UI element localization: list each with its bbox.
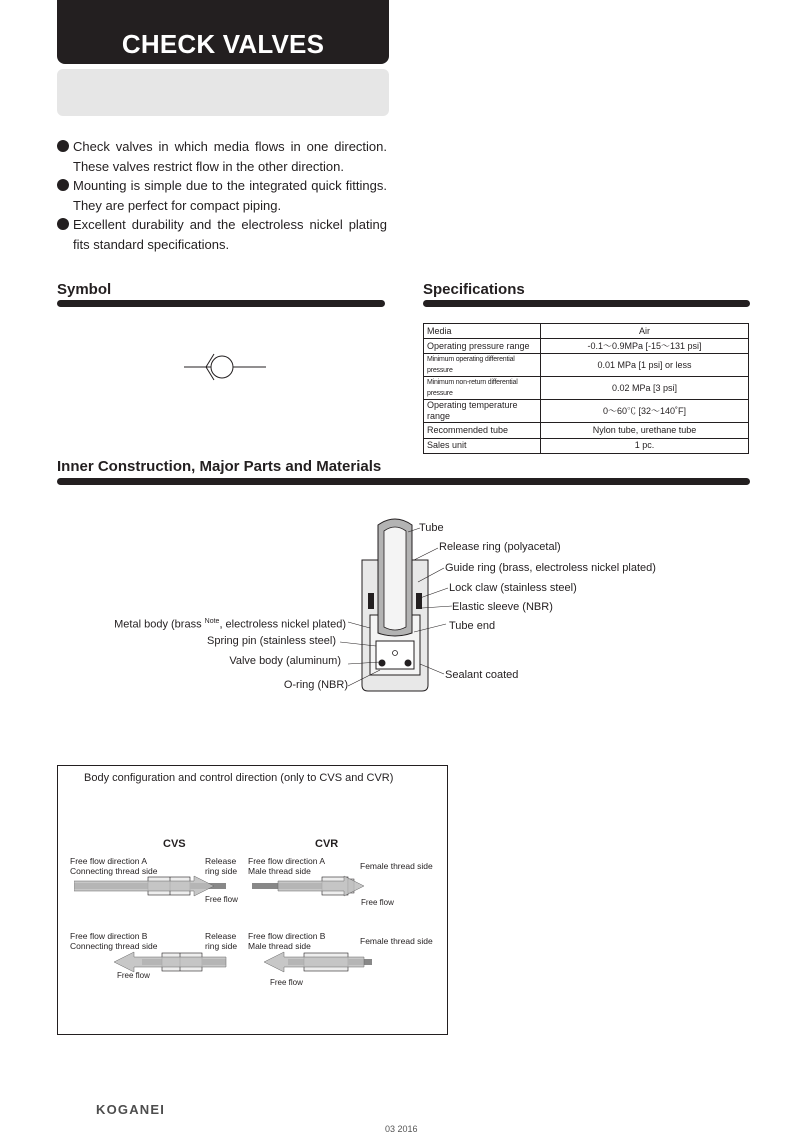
feature-list [57, 137, 387, 254]
check-valve-symbol [180, 350, 270, 384]
cvs-a-direction: Free flow direction A [70, 856, 148, 866]
label-o-ring: O-ring (NBR) [283, 679, 348, 691]
cvr-heading: CVR [315, 838, 339, 850]
cvr-a-side: Male thread side [248, 866, 311, 876]
construction-heading: Inner Construction, Major Parts and Materials [57, 458, 382, 475]
cvr-b-female-side: Female thread side [360, 936, 433, 946]
spec-value: 1 pc. [541, 438, 749, 453]
page-title: CHECK VALVES [121, 29, 325, 59]
print-date: 03 2016 [385, 1124, 418, 1134]
spec-label: Minimum operating differential pressure [424, 354, 541, 377]
spec-value: Nylon tube, urethane tube [541, 423, 749, 438]
specifications-divider [423, 300, 750, 307]
cvr-a-flow-diagram [252, 874, 372, 898]
spec-label: Recommended tube [424, 423, 541, 438]
label-lock-claw: Lock claw (stainless steel) [449, 582, 577, 594]
cvr-a-free-flow: Free flow [361, 898, 394, 907]
spec-value: -0.1～0.9MPa [-15～131 psi] [541, 339, 749, 354]
label-sealant: Sealant coated [445, 669, 519, 681]
label-spring-pin: Spring pin (stainless steel) [206, 635, 336, 647]
cvr-a-direction: Free flow direction A [248, 856, 326, 866]
cvs-a-side: Connecting thread side [70, 866, 158, 876]
label-tube-end: Tube end [449, 620, 496, 632]
spec-label: Operating temperature range [424, 400, 541, 423]
spec-label: Minimum non-return differential pressure [424, 377, 541, 400]
table-row [424, 354, 749, 377]
table-row [424, 324, 749, 339]
cvs-b-free-flow: Free flow [117, 971, 150, 980]
feature-item: Excellent durability and the electroless nickel plating fits standard specifications. [57, 215, 387, 254]
table-row [424, 438, 749, 453]
metal-body-prefix: Metal body (brass [114, 618, 202, 631]
feature-item: Mounting is simple due to the integrated quick fittings. They are perfect for compact piping. [57, 176, 387, 215]
cvs-b-release-1: Release [205, 931, 237, 941]
spec-label: Operating pressure range [424, 339, 541, 354]
title-banner [57, 0, 389, 64]
subtitle-box [57, 69, 389, 116]
cvs-a-release-1: Release [205, 856, 237, 866]
label-elastic-sleeve: Elastic sleeve (NBR) [452, 601, 553, 613]
metal-body-note: Note [204, 618, 220, 625]
cvs-b-side: Connecting thread side [70, 941, 158, 951]
table-row [424, 339, 749, 354]
table-row [424, 377, 749, 400]
spec-label: Sales unit [424, 438, 541, 453]
symbol-divider [57, 300, 385, 307]
cvs-heading: CVS [163, 838, 186, 850]
cvs-b-direction: Free flow direction B [70, 931, 148, 941]
spec-value: 0～60℃ [32～140˚F] [541, 400, 749, 423]
label-guide-ring: Guide ring (brass, electroless nickel plated) [445, 562, 656, 574]
cvr-b-flow-diagram [264, 950, 376, 974]
feature-item: Check valves in which media flows in one direction. These valves restrict flow in the other direction. [57, 137, 387, 176]
spec-value: 0.02 MPa [3 psi] [541, 377, 749, 400]
koganei-logo: KOGANEI [96, 1102, 166, 1117]
cvs-a-release-2: ring side [205, 866, 238, 876]
cvr-b-free-flow: Free flow [270, 978, 303, 987]
cvs-a-free-flow: Free flow [205, 895, 238, 904]
label-valve-body: Valve body (aluminum) [229, 655, 341, 667]
metal-body-suffix: , electroless nickel plated) [219, 618, 346, 631]
table-row [424, 423, 749, 438]
cvr-b-side: Male thread side [248, 941, 311, 951]
spec-label: Media [424, 324, 541, 339]
construction-divider [57, 478, 750, 485]
body-config-title: Body configuration and control direction (only to CVS and CVR) [84, 772, 394, 784]
cvs-b-release-2: ring side [205, 941, 238, 951]
label-release-ring: Release ring (polyacetal) [439, 541, 561, 553]
cvr-b-direction: Free flow direction B [248, 931, 326, 941]
spec-value: 0.01 MPa [1 psi] or less [541, 354, 749, 377]
label-tube: Tube [419, 522, 444, 534]
label-metal-body [110, 615, 346, 632]
table-row [424, 400, 749, 423]
spec-value: Air [541, 324, 749, 339]
symbol-heading: Symbol [57, 281, 112, 298]
cvr-a-female-side: Female thread side [360, 861, 433, 871]
specifications-heading: Specifications [423, 281, 525, 298]
specifications-table [423, 323, 749, 454]
